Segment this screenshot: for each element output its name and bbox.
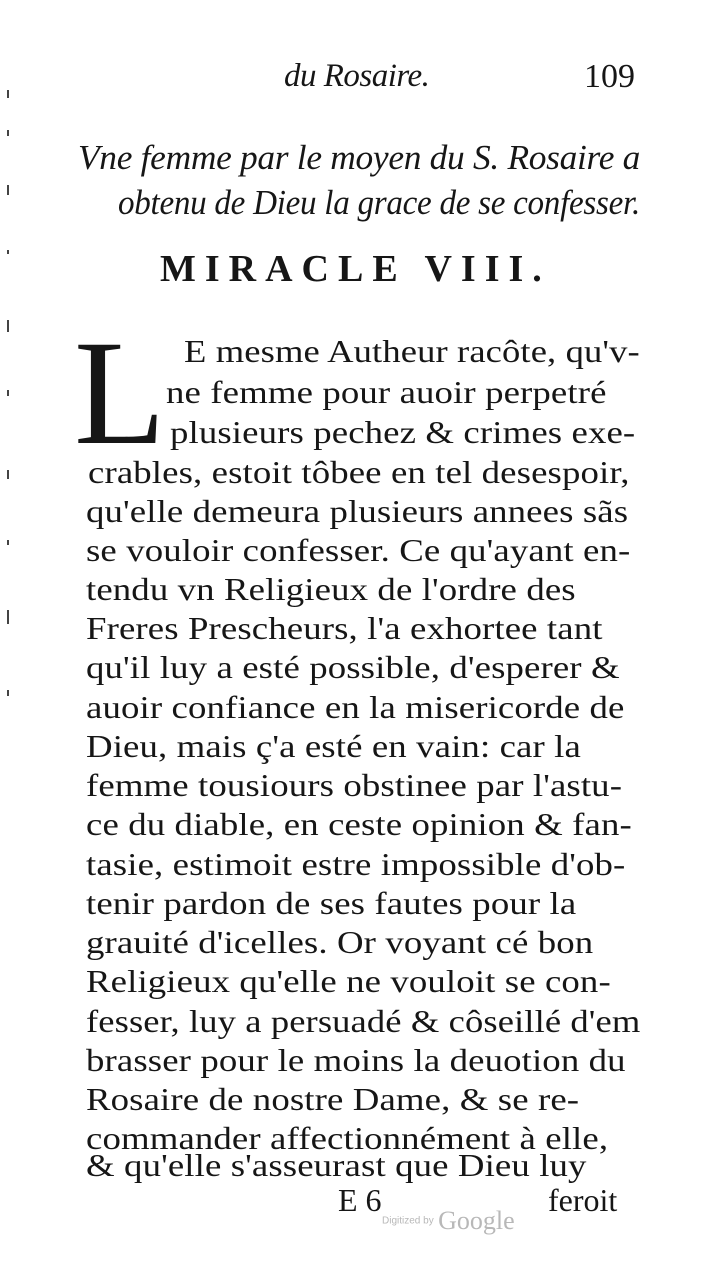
body-line: grauité d'icelles. Or voyant cé bon [86, 924, 594, 960]
watermark-brand: Google [438, 1206, 515, 1235]
body-line: fesser, luy a persuadé & côseillé d'em [86, 1003, 641, 1039]
catchword: feroit [548, 1182, 618, 1218]
digitization-watermark [382, 1206, 515, 1236]
body-line: qu'il luy a esté possible, d'esperer & [86, 649, 620, 685]
body-line: Dieu, mais ç'a esté en vain: car la [86, 728, 581, 764]
body-line: Freres Prescheurs, l'a exhortee tant [86, 610, 603, 646]
body-line: auoir confiance en la misericorde de [86, 689, 625, 725]
body-line: se vouloir confesser. Ce qu'ayant en- [86, 532, 631, 568]
miracle-heading: MIRACLE VIII. [160, 248, 551, 290]
body-line: ne femme pour auoir perpetré [166, 374, 607, 410]
body-line: brasser pour le moins la deuotion du [86, 1042, 626, 1078]
body-line: crables, estoit tôbee en tel desespoir, [88, 454, 630, 490]
body-line: commander affectionnément à elle, [86, 1120, 609, 1156]
body-line: E mesme Autheur racôte, qu'v- [184, 333, 640, 369]
margin-specks [4, 90, 18, 730]
body-line: Religieux qu'elle ne vouloit se con- [86, 963, 611, 999]
body-line: ce du diable, en ceste opinion & fan- [86, 806, 632, 842]
watermark-prefix: Digitized by [382, 1215, 434, 1227]
body-line: femme tousiours obstinee par l'astu- [86, 767, 623, 803]
body-line: Rosaire de nostre Dame, & se re- [86, 1081, 580, 1117]
body-line: plusieurs pechez & crimes exe- [170, 414, 636, 450]
page-number: 109 [584, 58, 635, 95]
body-line: qu'elle demeura plusieurs annees sãs [86, 493, 629, 529]
body-line: tenir pardon de ses fautes pour la [86, 885, 577, 921]
chapter-summary-line-2: obtenu de Dieu la grace de se confesser. [118, 183, 640, 222]
body-line: & qu'elle s'asseurast que Dieu luy [86, 1147, 587, 1183]
running-title: du Rosaire. [284, 58, 430, 94]
chapter-summary-line-1: Vne femme par le moyen du S. Rosaire a [78, 138, 641, 177]
body-line: tendu vn Religieux de l'ordre des [86, 571, 576, 607]
signature-mark: E 6 [338, 1182, 382, 1218]
drop-cap-initial: L [74, 310, 166, 476]
body-line: tasie, estimoit estre impossible d'ob- [86, 846, 626, 882]
